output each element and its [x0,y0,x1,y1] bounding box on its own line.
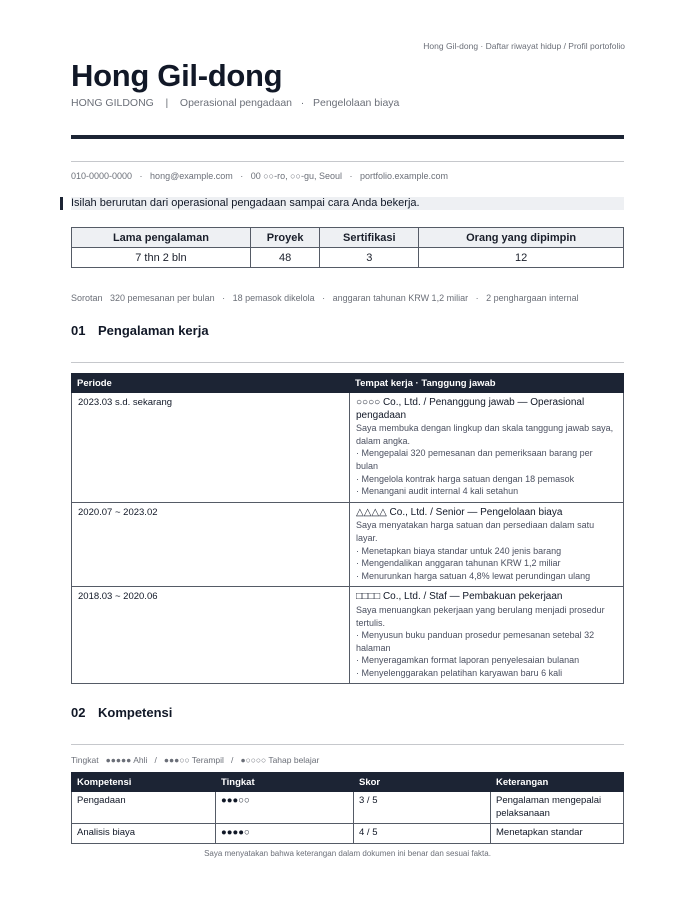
summary-box [71,197,624,210]
experience-desc: Saya menyatakan harga satuan dan persediaan dalam satu layar. [356,520,595,543]
contact-divider [71,161,624,162]
highlights-line: Sorotan 320 pemesanan per bulan · 18 pemasok dikelola · anggaran tahunan KRW 1,2 miliar · 2 penghargaan internal [71,293,579,303]
stats-header: Proyek [250,228,320,248]
experience-bullet: · Menyelenggarakan pelatihan karyawan baru 6 kali [356,667,563,678]
experience-table [71,373,624,684]
stats-header: Orang yang dipimpin [419,228,624,248]
competency-row [72,824,624,844]
name-subline: HONG GILDONG | Operasional pengadaan · Pengelolaan biaya [71,97,400,109]
stats-value-row [72,248,624,268]
experience-role: □□□□ Co., Ltd. / Staf — Pembakuan pekerjaan [356,591,563,603]
experience-role: △△△△ Co., Ltd. / Senior — Pengelolaan biaya [356,506,563,518]
experience-desc: Saya membuka dengan lingkup dan skala tanggung jawab saya, dalam angka. [356,423,614,446]
experience-period: 2018.03 ~ 2020.06 [72,587,350,684]
experience-header: Tempat kerja · Tanggung jawab [350,374,624,393]
experience-bullet: · Mengepalai 320 pemesanan dan pemeriksaan barang per bulan [356,448,593,471]
experience-detail [350,587,624,684]
experience-bullet: · Menyusun buku panduan prosedur pemesanan setebal 32 halaman [356,630,595,653]
competency-header-row [72,773,624,792]
experience-bullet: · Mengendalikan anggaran tahunan KRW 1,2 miliar [356,558,561,569]
competency-level: ●●●○○ [216,792,354,824]
experience-detail [350,502,624,587]
experience-role: ○○○○ Co., Ltd. / Penanggung jawab — Operasional pengadaan [356,397,585,421]
declaration-footer: Saya menyatakan bahwa keterangan dalam dokumen ini benar dan sesuai fakta. [204,849,491,858]
stats-value: 3 [320,248,419,268]
section-number: 02 [71,705,86,720]
competency-name: Analisis biaya [72,824,216,844]
experience-period: 2020.07 ~ 2023.02 [72,502,350,587]
competency-score: 4 / 5 [354,824,491,844]
header-divider [71,135,624,139]
stats-header: Lama pengalaman [72,228,251,248]
competency-level: ●●●●○ [216,824,354,844]
competency-name: Pengadaan [72,792,216,824]
section-title: Pengalaman kerja [98,323,209,338]
experience-header: Periode [72,374,350,393]
competency-header: Skor [354,773,491,792]
experience-bullet: · Mengelola kontrak harga satuan dengan 18 pemasok [356,473,575,484]
competency-row [72,792,624,824]
stats-value: 12 [419,248,624,268]
section-divider [71,362,624,363]
experience-bullet: · Menangani audit internal 4 kali setahun [356,486,519,497]
competency-header: Kompetensi [72,773,216,792]
stats-table [71,227,624,268]
experience-row [72,393,624,503]
stats-header-row [72,228,624,248]
competency-table [71,772,624,844]
experience-detail [350,393,624,503]
section-heading-competency [71,705,172,720]
person-name: Hong Gil-dong [71,58,283,93]
contact-line: 010-0000-0000 · hong@example.com · 00 ○○-ro, ○○-gu, Seoul · portfolio.example.com [71,171,449,181]
stats-value: 48 [250,248,320,268]
level-legend: Tingkat ●●●●● Ahli / ●●●○○ Terampil / ●○○○○ Tahap belajar [71,755,320,765]
stats-header: Sertifikasi [320,228,419,248]
competency-header: Tingkat [216,773,354,792]
experience-row [72,502,624,587]
competency-score: 3 / 5 [354,792,491,824]
experience-desc: Saya menuangkan pekerjaan yang berulang menjadi prosedur tertulis. [356,604,605,628]
stats-value: 7 thn 2 bln [72,248,251,268]
experience-period: 2023.03 s.d. sekarang [72,393,350,503]
experience-bullet: · Menetapkan biaya standar untuk 240 jenis barang [356,545,562,556]
summary-accent-bar [60,197,63,210]
section-divider [71,744,624,745]
section-heading-experience [71,323,209,338]
section-title: Kompetensi [98,705,173,720]
summary-text: Isilah berurutan dari operasional pengadaan sampai cara Anda bekerja. [71,197,420,209]
competency-note: Pengalaman mengepalai pelaksanaan [491,792,624,824]
experience-header-row [72,374,624,393]
section-number: 01 [71,323,86,338]
competency-header: Keterangan [491,773,624,792]
experience-row [72,587,624,684]
experience-bullet: · Menurunkan harga satuan 4,8% lewat perundingan ulang [356,570,591,581]
experience-bullet: · Menyeragamkan format laporan penyelesaian bulanan [356,655,580,666]
header-note: Hong Gil-dong · Daftar riwayat hidup / Profil portofolio [423,41,625,51]
competency-note: Menetapkan standar [491,824,624,844]
